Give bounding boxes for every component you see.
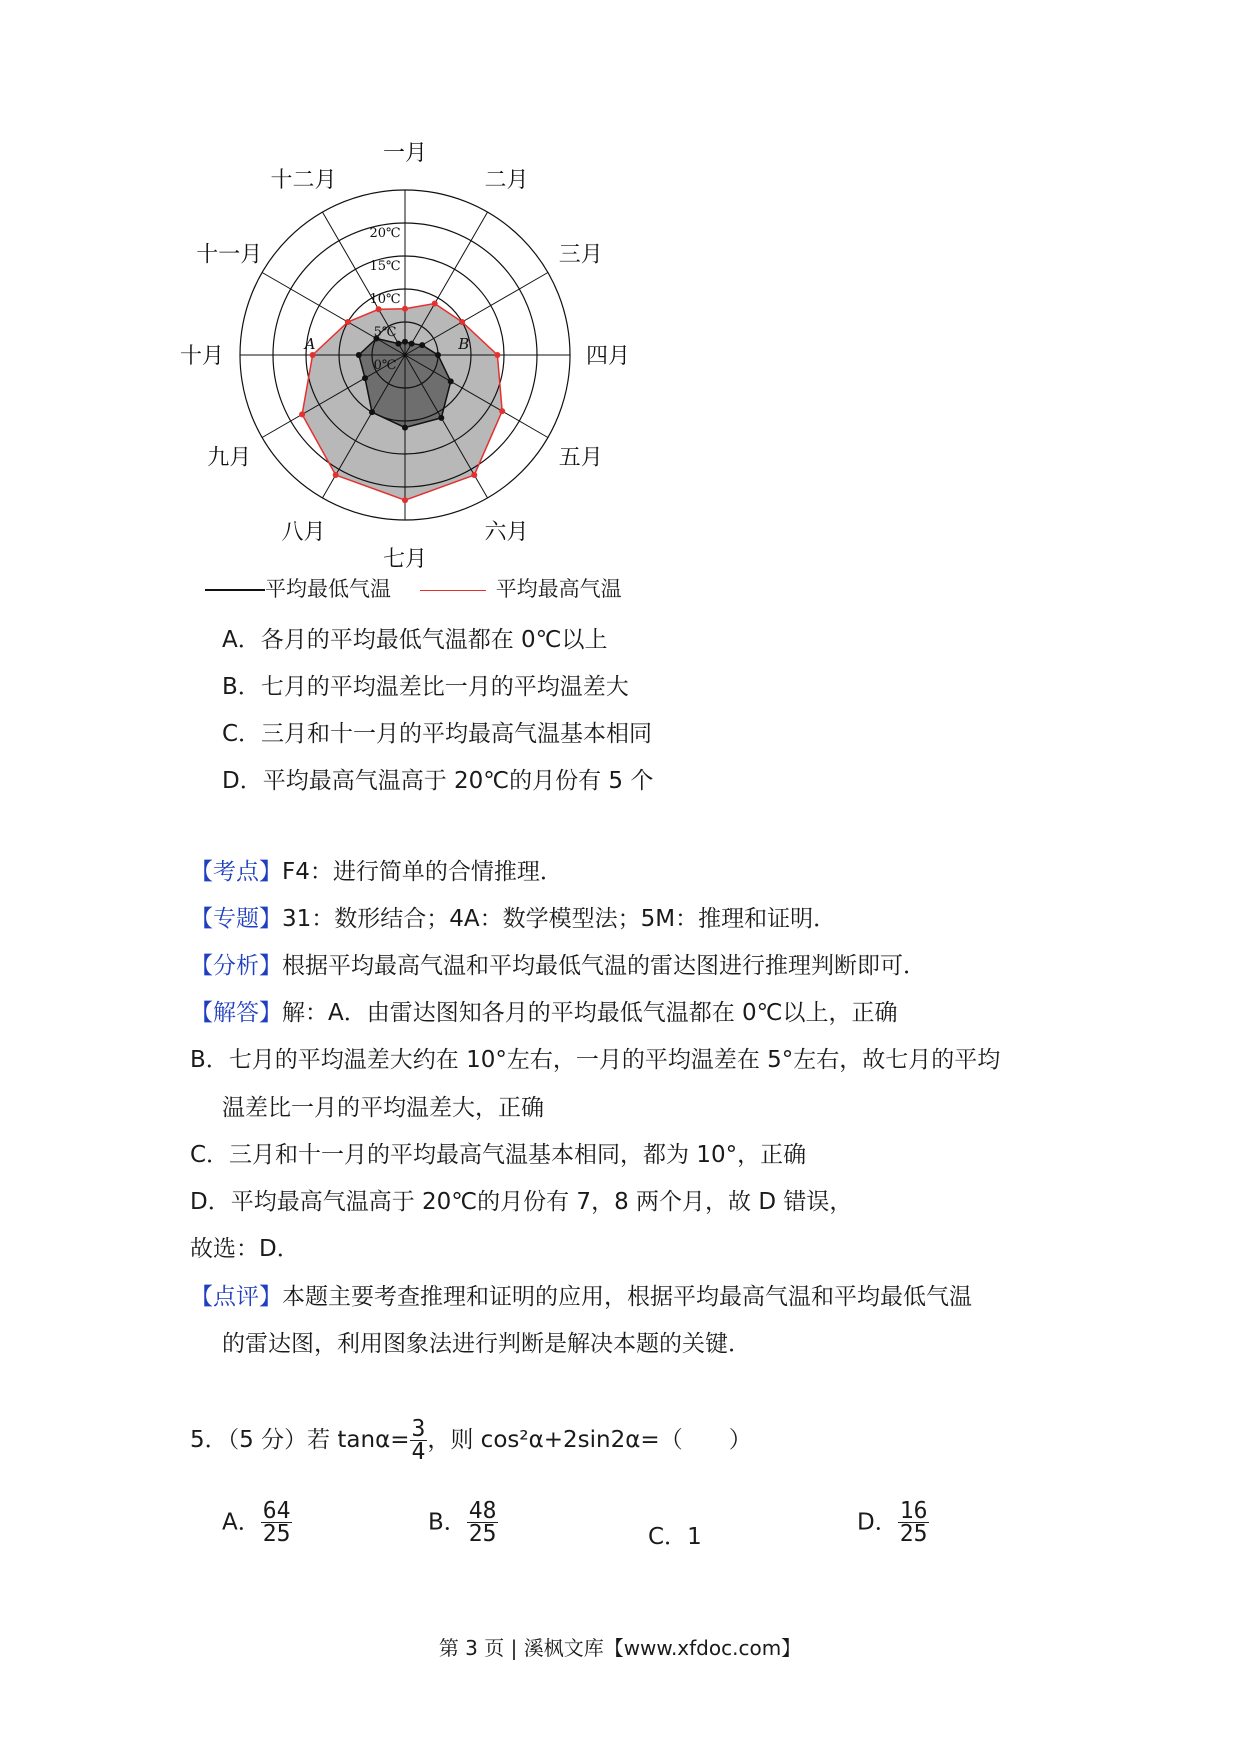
q5-opt-b-den: 25: [468, 1521, 497, 1547]
kaodian-text: F4：进行简单的合情推理．: [282, 859, 563, 885]
chart-legend: [205, 573, 622, 603]
page-footer: 第 3 页 | 溪枫文库【www.xfdoc.com】: [438, 1636, 802, 1660]
high-point-4: [494, 352, 500, 358]
jieda-line-1: [190, 998, 898, 1028]
q5-opt-c-value: 1: [687, 1524, 702, 1550]
high-point-7: [402, 497, 408, 503]
high-point-1: [402, 306, 408, 312]
month-label-7: 七月: [382, 547, 428, 572]
month-label-5: 五月: [558, 445, 603, 471]
month-label-11: 十一月: [196, 242, 263, 268]
high-point-5: [499, 408, 505, 414]
month-label-2: 二月: [484, 168, 529, 194]
zhuanti-line: [190, 904, 836, 934]
q5-option-a: [222, 1500, 292, 1545]
month-label-8: 八月: [281, 519, 326, 545]
legend-high-line: [420, 590, 486, 591]
high-point-12: [376, 306, 382, 312]
dianping-line-2: 的雷达图，利用图象法进行判断是解决本题的关键．: [222, 1331, 751, 1357]
q5-opt-c-label: C．: [648, 1524, 688, 1550]
jieda-tag: 【解答】: [190, 1000, 282, 1026]
q5-opt-b-label: B．: [428, 1509, 467, 1536]
fenxi-text: 根据平均最高气温和平均最低气温的雷达图进行推理判断即可．: [282, 953, 926, 979]
high-point-2: [432, 301, 438, 307]
low-point-8: [369, 409, 375, 415]
jieda-line-5: D．平均最高气温高于 20℃的月份有 7，8 两个月，故 D 错误，: [190, 1189, 853, 1215]
q5-opt-d-num: 16: [899, 1498, 928, 1524]
point-label-b: B: [458, 335, 470, 353]
month-label-1: 一月: [382, 141, 428, 166]
dianping-tag: 【点评】: [190, 1284, 282, 1310]
ring-label-0: 0℃: [373, 358, 397, 373]
option-c: C．三月和十一月的平均最高气温基本相同: [222, 721, 653, 747]
question-5-stem: [190, 1418, 752, 1463]
high-point-11: [345, 319, 351, 325]
fenxi-tag: 【分析】: [190, 953, 282, 979]
q5-stem-b: ，则 cos²α+2sin2α=（ ）: [427, 1427, 752, 1453]
kaodian-tag: 【考点】: [190, 859, 282, 885]
low-point-10: [356, 352, 362, 358]
jieda-line-3: 温差比一月的平均温差大，正确: [222, 1095, 544, 1121]
q5-opt-a-den: 25: [262, 1521, 291, 1547]
q5-opt-d-frac: [898, 1500, 930, 1545]
high-point-9: [299, 411, 305, 417]
low-point-6: [438, 415, 444, 421]
month-label-4: 四月: [585, 344, 631, 369]
q5-opt-b-frac: [467, 1500, 499, 1545]
zhuanti-tag: 【专题】: [190, 906, 282, 932]
month-label-6: 六月: [484, 519, 529, 545]
legend-low-line: [205, 589, 265, 591]
low-point-2: [409, 341, 415, 347]
low-point-5: [448, 378, 454, 384]
jieda-text-1: 解：A．由雷达图知各月的平均最低气温都在 0℃以上，正确: [282, 1000, 898, 1026]
high-point-3: [459, 319, 465, 325]
option-d: D．平均最高气温高于 20℃的月份有 5 个: [222, 768, 654, 794]
q5-opt-a-frac: [261, 1500, 293, 1545]
q5-stem-a: 5．（5 分）若 tanα=: [190, 1427, 410, 1453]
low-point-1: [402, 339, 408, 345]
month-label-12: 十二月: [270, 168, 337, 194]
point-label-a: A: [304, 335, 316, 353]
option-b: B．七月的平均温差比一月的平均温差大: [222, 674, 629, 700]
q5-opt-b-num: 48: [468, 1498, 497, 1524]
ring-label-15: 15℃: [369, 259, 401, 274]
radar-chart: [179, 141, 631, 572]
q5-frac-den: 4: [411, 1439, 426, 1465]
fenxi-line: [190, 951, 926, 981]
zhuanti-text: 31：数形结合；4A：数学模型法；5M：推理和证明．: [282, 906, 837, 932]
q5-opt-a-label: A．: [222, 1509, 261, 1536]
dianping-text-1: 本题主要考查推理和证明的应用，根据平均最高气温和平均最低气温: [282, 1284, 972, 1310]
low-point-9: [362, 375, 368, 381]
low-point-7: [402, 425, 408, 431]
low-point-4: [435, 352, 441, 358]
legend-high-label: 平均最高气温: [495, 577, 622, 601]
ring-label-5: 5℃: [373, 325, 397, 340]
q5-opt-a-num: 64: [262, 1498, 291, 1524]
low-point-3: [419, 342, 425, 348]
month-label-10: 十月: [179, 344, 225, 369]
low-point-12: [395, 341, 401, 347]
jieda-line-6: 故选：D．: [190, 1236, 300, 1262]
q5-fraction: [410, 1418, 428, 1463]
high-point-8: [333, 472, 339, 478]
month-label-3: 三月: [558, 242, 603, 268]
kaodian-line: [190, 857, 563, 887]
legend-low-label: 平均最低气温: [265, 577, 391, 601]
q5-option-d: [857, 1500, 929, 1545]
ring-label-10: 10℃: [369, 292, 401, 307]
q5-opt-d-den: 25: [899, 1521, 928, 1547]
q5-option-c: [648, 1522, 702, 1552]
month-label-9: 九月: [207, 445, 252, 471]
dianping-line-1: [190, 1282, 972, 1312]
option-a: A．各月的平均最低气温都在 0℃以上: [222, 627, 608, 653]
q5-frac-num: 3: [411, 1416, 426, 1442]
q5-option-b: [428, 1500, 498, 1545]
jieda-line-2: B．七月的平均温差大约在 10°左右，一月的平均温差在 5°左右，故七月的平均: [190, 1047, 1001, 1073]
q5-opt-d-label: D．: [857, 1509, 898, 1536]
ring-label-20: 20℃: [369, 226, 401, 241]
high-point-6: [471, 472, 477, 478]
jieda-line-4: C．三月和十一月的平均最高气温基本相同，都为 10°，正确: [190, 1142, 807, 1168]
